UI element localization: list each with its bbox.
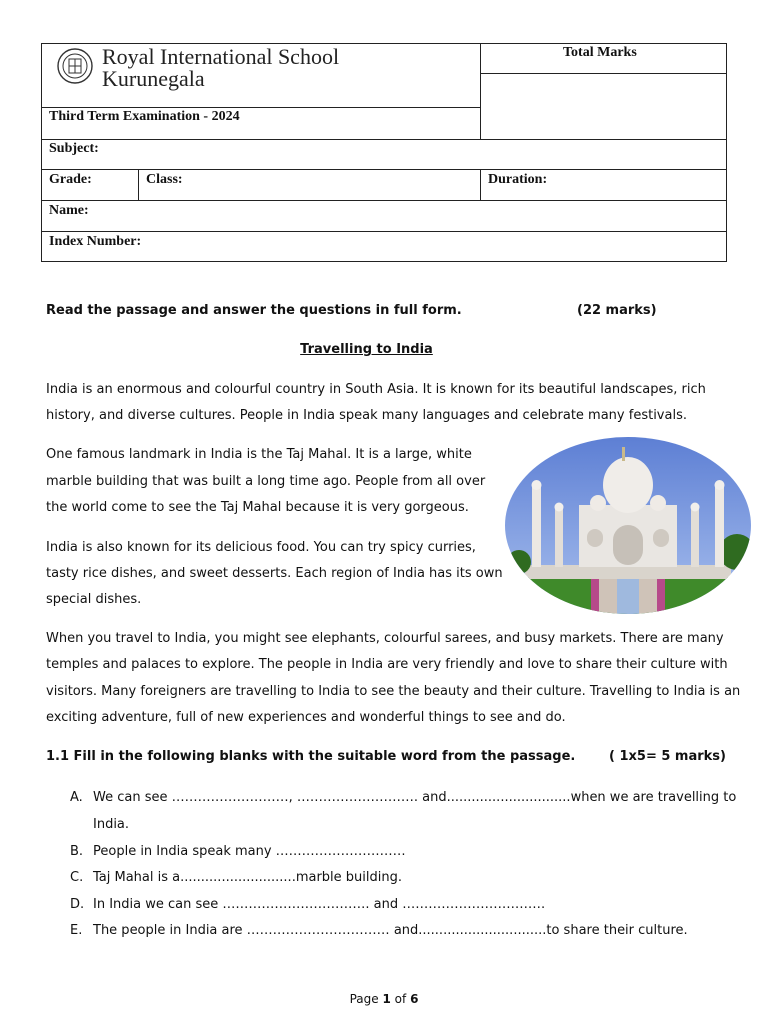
header-divider — [480, 169, 481, 200]
page-footer — [0, 992, 768, 1006]
header-divider — [480, 73, 727, 74]
name-label: Name: — [49, 203, 89, 218]
passage-line: visitors. Many foreigners are travelling to India to see the beauty and their culture. Travelling to India is an — [46, 684, 741, 699]
passage-line: exciting adventure, full of new experiences and wonderful things to see and do. — [46, 710, 566, 725]
duration-label: Duration: — [488, 172, 548, 187]
grade-label: Grade: — [49, 172, 92, 187]
index-number-label: Index Number: — [49, 234, 142, 249]
blank-item: In India we can see ……………………………. and …………………………… — [93, 897, 546, 912]
passage-line: the world come to see the Taj Mahal because it is very gorgeous. — [46, 500, 469, 515]
item-letter: C. — [70, 870, 84, 885]
header-divider — [41, 200, 727, 201]
item-letter: A. — [70, 790, 83, 805]
passage-line: India is also known for its delicious food. You can try spicy curries, — [46, 540, 476, 555]
exam-title: Third Term Examination - 2024 — [49, 109, 240, 124]
passage-line: special dishes. — [46, 592, 142, 607]
item-letter: E. — [70, 923, 83, 938]
page-total: 6 — [410, 992, 419, 1006]
question-marks: ( 1x5= 5 marks) — [609, 749, 726, 764]
passage-line: India is an enormous and colourful country in South Asia. It is known for its beautiful landscapes, rich — [46, 382, 706, 397]
item-letter: B. — [70, 844, 84, 859]
total-marks-label: Total Marks — [563, 45, 637, 60]
item-letter: D. — [70, 897, 85, 912]
instructions-marks: (22 marks) — [577, 303, 657, 318]
question-title: 1.1 Fill in the following blanks with the suitable word from the passage. — [46, 749, 576, 764]
of-word: of — [394, 992, 407, 1006]
header-divider — [41, 231, 727, 232]
school-name-line1: Royal International School — [102, 44, 340, 69]
class-label: Class: — [146, 172, 183, 187]
subject-label: Subject: — [49, 141, 99, 156]
passage-line: marble building that was built a long time ago. People from all over — [46, 474, 486, 489]
header-divider — [41, 169, 727, 170]
header-divider — [41, 139, 727, 140]
school-crest-icon — [56, 47, 94, 85]
passage-title: Travelling to India — [300, 342, 433, 357]
taj-mahal-image — [505, 437, 751, 614]
page-word: Page — [349, 992, 379, 1006]
passage-line: history, and diverse cultures. People in India speak many languages and celebrate many festivals. — [46, 408, 687, 423]
passage-line: tasty rice dishes, and sweet desserts. Each region of India has its own — [46, 566, 503, 581]
school-name-line2: Kurunegala — [102, 66, 205, 91]
blank-item: People in India speak many ………………………… — [93, 844, 406, 859]
header-divider — [138, 169, 139, 200]
header-divider — [480, 43, 481, 139]
header-divider — [41, 107, 481, 108]
instructions-text: Read the passage and answer the questions in full form. — [46, 303, 462, 318]
blank-item: We can see ………………………, ………………………. and..............................when we are travelling to — [93, 790, 737, 805]
blank-item: The people in India are …………………………… and...............................to share their culture. — [93, 923, 688, 938]
blank-item: Taj Mahal is a............................marble building. — [93, 870, 402, 885]
passage-line: One famous landmark in India is the Taj Mahal. It is a large, white — [46, 447, 472, 462]
passage-line: temples and palaces to explore. The people in India are very friendly and love to share their culture with — [46, 657, 728, 672]
passage-line: When you travel to India, you might see elephants, colourful sarees, and busy markets. There are many — [46, 631, 724, 646]
blank-item: India. — [93, 817, 130, 832]
school-name — [102, 46, 339, 90]
page-number: 1 — [382, 992, 391, 1006]
